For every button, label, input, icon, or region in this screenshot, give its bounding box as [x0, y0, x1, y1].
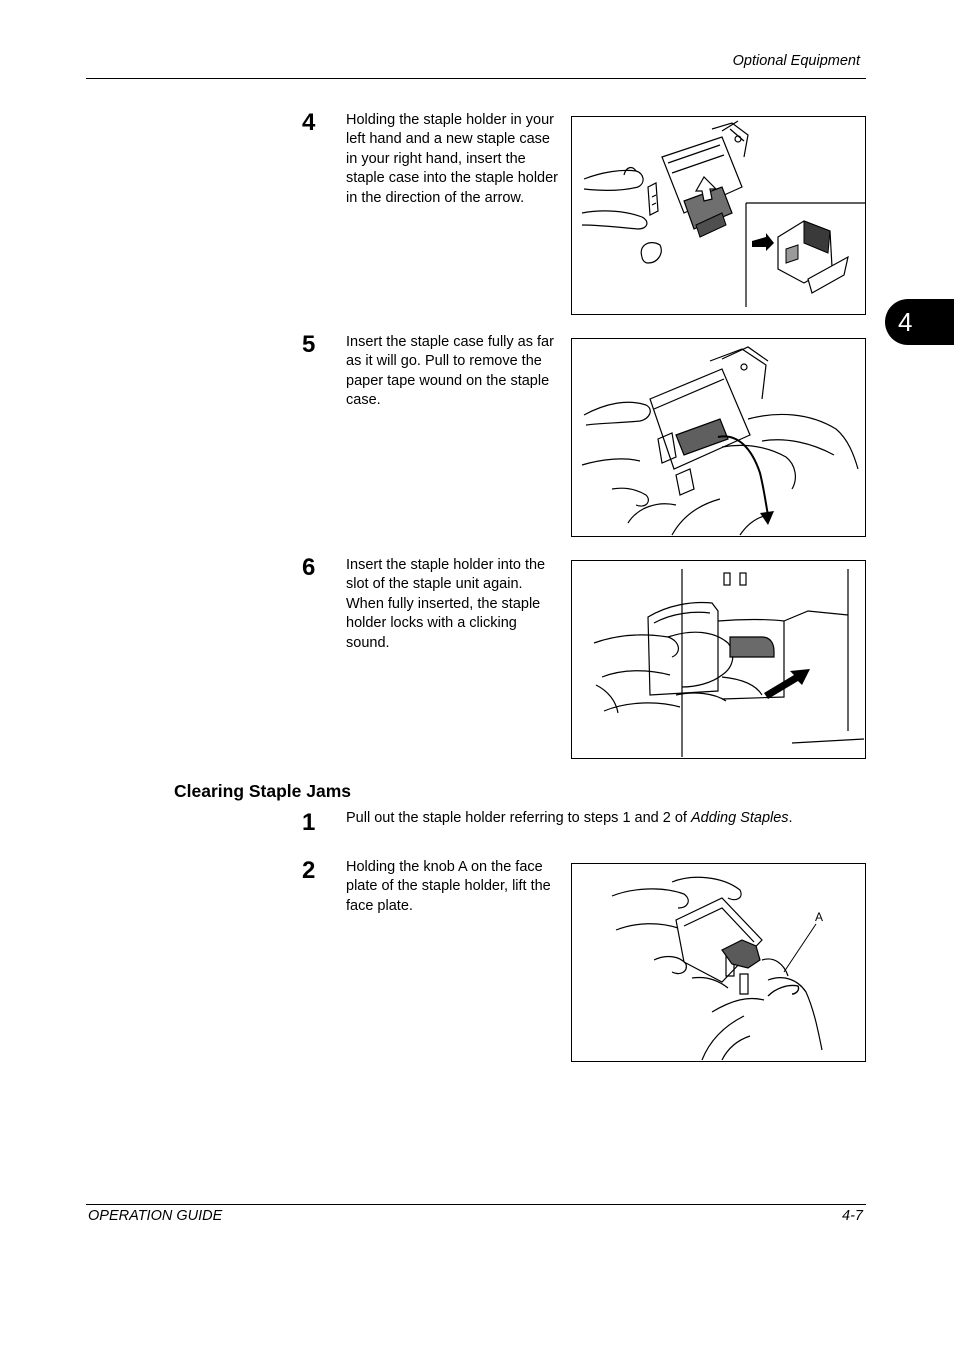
cross-reference: Adding Staples	[691, 810, 789, 826]
figure-remove-paper-tape	[571, 338, 866, 537]
step-instruction: Insert the staple case fully as far as it will go. Pull to remove the paper tape wound on the staple case.	[346, 334, 554, 409]
step-number: 1	[302, 809, 316, 836]
step-instruction: Insert the staple holder into the slot of the staple unit again. When fully inserted, the staple holder locks with a clicking sound.	[346, 557, 546, 651]
chapter-tab: 4	[885, 299, 954, 345]
step-number: 2	[302, 857, 316, 884]
step-instruction: Holding the staple holder in your left hand and a new staple case in your right hand, insert the staple case into the staple holder in the direction of the arrow.	[346, 112, 558, 206]
step-text-end: .	[788, 810, 793, 826]
illustration	[572, 864, 865, 1061]
footer-rule	[86, 1204, 866, 1205]
illustration	[572, 339, 865, 536]
step-text-plain: Pull out the staple holder referring to steps 1 and 2 of	[346, 810, 691, 826]
step-instruction	[346, 809, 856, 828]
figure-insert-staple-holder	[571, 560, 866, 759]
footer-guide-title: OPERATION GUIDE	[88, 1208, 223, 1224]
page-number: 4-7	[842, 1208, 863, 1224]
step-number: 5	[302, 331, 316, 358]
step-number: 6	[302, 554, 316, 581]
section-heading: Clearing Staple Jams	[174, 781, 352, 801]
running-header: Optional Equipment	[732, 53, 860, 69]
callout-label: A	[815, 910, 824, 924]
step-number: 4	[302, 109, 316, 136]
figure-lift-face-plate	[571, 863, 866, 1062]
figure-insert-staple-case	[571, 116, 866, 315]
illustration	[572, 117, 865, 314]
step-instruction: Holding the knob A on the face plate of the staple holder, lift the face plate.	[346, 859, 551, 914]
header-rule	[86, 78, 866, 79]
illustration	[572, 561, 865, 758]
